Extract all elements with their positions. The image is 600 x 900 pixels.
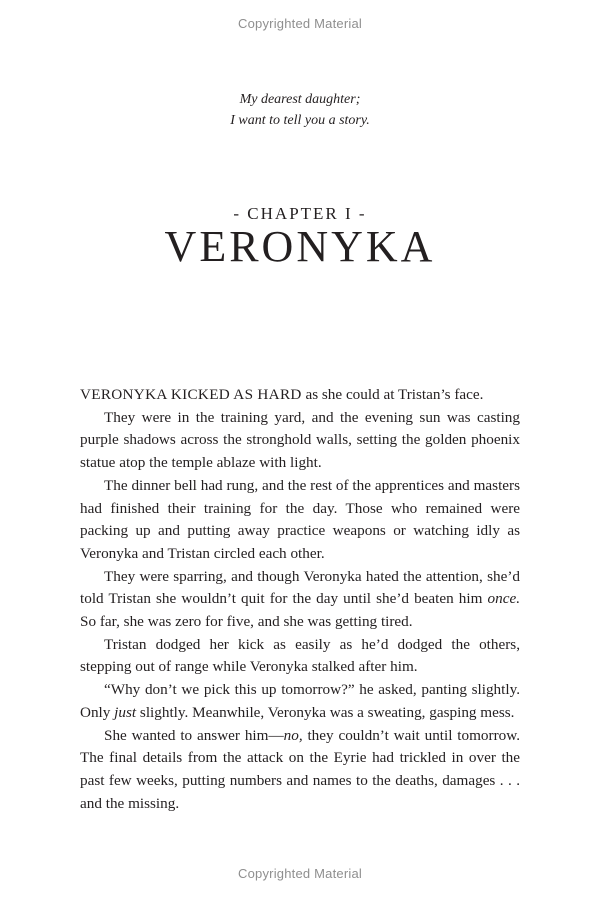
- paragraph-6-text-a: “Why don’t we pick this up tomorrow?” he asked, panting slightly. Only: [80, 681, 520, 721]
- paragraph-3: The dinner bell had rung, and the rest of the apprentices and masters had finished their training for the day. Those who remained were packing up and putting away practice weapons or watching idly as Veronyka and Tristan circled each other.: [80, 476, 520, 562]
- paragraph-4-text-a: They were sparring, and though Veronyka hated the attention, she’d told Tristan she wouldn’t quit for the day until she’d beaten him: [80, 567, 520, 608]
- chapter-number: - CHAPTER I -: [233, 204, 367, 223]
- paragraph-7-emphasis: no,: [283, 726, 303, 744]
- copyright-watermark-bottom: Copyrighted Material: [238, 866, 362, 881]
- paragraph-5: Tristan dodged her kick as easily as he’d dodged the others, stepping out of range while Veronyka stalked after him.: [80, 635, 520, 676]
- paragraph-1-text: as she could at Tristan’s face.: [301, 386, 484, 403]
- paragraph-6-emphasis: just: [114, 703, 137, 721]
- paragraph-4-text-b: So far, she was zero for five, and she was getting tired.: [80, 613, 413, 631]
- paragraph-7-text-a: She wanted to answer him—: [104, 726, 284, 744]
- paragraph-4: [80, 566, 520, 634]
- epigraph-line-1: My dearest daughter;: [239, 92, 361, 107]
- epigraph-line-2: I want to tell you a story.: [230, 113, 370, 128]
- copyright-watermark-top: Copyrighted Material: [238, 16, 362, 31]
- paragraph-2: They were in the training yard, and the evening sun was casting purple shadows across the stronghold walls, setting the golden phoenix statue atop the temple ablaze with light.: [80, 408, 520, 472]
- chapter-title: VERONYKA: [164, 222, 436, 271]
- paragraph-4-emphasis: once.: [487, 590, 520, 608]
- paragraph-7: [80, 725, 520, 816]
- chapter-body: [80, 384, 520, 815]
- paragraph-7-text-b: they couldn’t wait until tomorrow. The final details from the attack on the Eyrie had trickled in over the past few weeks, putting numbers and names to the deaths, damages . . . and the missing.: [80, 726, 521, 812]
- paragraph-6-text-b: slightly. Meanwhile, Veronyka was a sweating, gasping mess.: [136, 703, 515, 721]
- paragraph-1: [80, 384, 520, 407]
- paragraph-6: [80, 679, 520, 724]
- opening-words: VERONYKA KICKED AS HARD: [80, 386, 302, 403]
- epigraph: [0, 89, 600, 131]
